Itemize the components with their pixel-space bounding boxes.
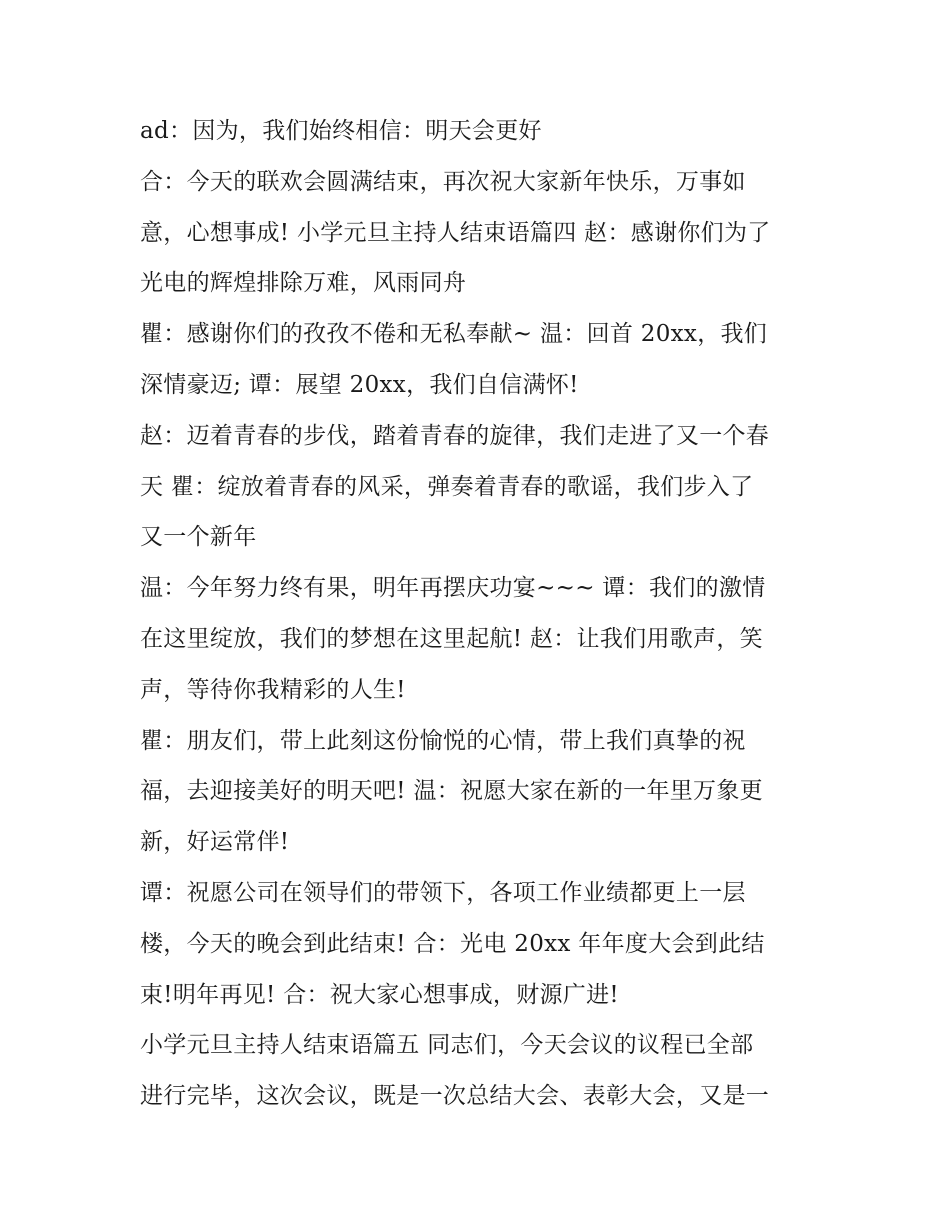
text-line: 合：今天的联欢会圆满结束，再次祝大家新年快乐，万事如 [140,168,746,195]
text-line: 瞿：感谢你们的孜孜不倦和无私奉献~ 温：回首 20xx，我们 [140,321,768,348]
text-line: 束!明年再见! 合：祝大家心想事成，财源广进! [140,981,619,1008]
text-line: 在这里绽放，我们的梦想在这里起航! 赵：让我们用歌声，笑 [140,625,763,652]
text-line: 温：今年努力终有果，明年再摆庆功宴~~~ 谭：我们的激情 [140,575,766,602]
text-line: 意，心想事成! 小学元旦主持人结束语篇四 赵：感谢你们为了 [140,219,771,246]
text-line: 赵：迈着青春的步伐，踏着青春的旋律，我们走进了又一个春 [140,422,770,449]
text-line: 又一个新年 [140,524,257,551]
document-body [140,106,820,1122]
text-line: 天 瞿：绽放着青春的风采，弹奏着青春的歌谣，我们步入了 [140,473,754,500]
text-line: 谭：祝愿公司在领导们的带领下，各项工作业绩都更上一层 [140,879,746,906]
text-line: 瞿：朋友们，带上此刻这份愉悦的心情，带上我们真挚的祝 [140,727,746,754]
text-line: 进行完毕，这次会议，既是一次总结大会、表彰大会，又是一 [140,1083,770,1110]
text-line: 新，好运常伴! [140,829,290,856]
text-line: 福，去迎接美好的明天吧! 温：祝愿大家在新的一年里万象更 [140,778,763,805]
text-line: 深情豪迈; 谭：展望 20xx，我们自信满怀! [140,371,579,398]
text-line: 声，等待你我精彩的人生! [140,676,406,703]
text-line: 小学元旦主持人结束语篇五 同志们，今天会议的议程已全部 [140,1032,754,1059]
text-line: 楼，今天的晚会到此结束! 合：光电 20xx 年年度大会到此结 [140,930,765,957]
text-line: 光电的辉煌排除万难，风雨同舟 [140,270,467,297]
text-line: ad：因为，我们始终相信：明天会更好 [140,118,542,144]
